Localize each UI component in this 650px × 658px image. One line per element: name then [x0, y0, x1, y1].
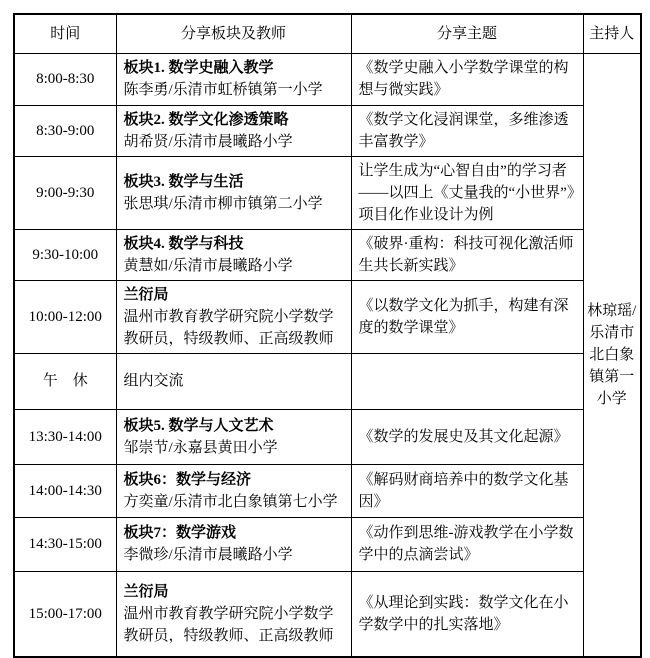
table-row [14, 517, 641, 571]
section-teacher-cell [116, 156, 351, 229]
table-row [14, 156, 641, 229]
section-teacher-cell [116, 409, 351, 464]
section-label: 板块4. 数学与科技 [123, 235, 244, 252]
time-cell: 9:00-9:30 [14, 156, 116, 229]
section-teacher-cell [116, 53, 351, 105]
section-teacher-cell [116, 105, 351, 156]
teacher-label: 组内交流 [123, 373, 184, 389]
table-row [14, 229, 641, 280]
table-row [14, 105, 641, 156]
section-teacher-cell [116, 517, 351, 571]
topic-cell: 《从理论到实践：数学文化在小学数学中的扎实落地》 [351, 571, 583, 657]
topic-cell: 《数学史融入小学数学课堂的构想与微实践》 [351, 53, 583, 105]
topic-cell: 《以数学文化为抓手，构建有深度的数学课堂》 [351, 280, 583, 353]
host-cell: 林琼瑶/乐清市北白象镇第一小学 [583, 53, 641, 657]
topic-cell [351, 353, 583, 409]
header-section-teacher: 分享板块及教师 [116, 14, 351, 53]
topic-cell: 《解码财商培养中的数学文化基因》 [351, 464, 583, 517]
topic-cell: 《数学文化浸润课堂，多维渗透丰富教学》 [351, 105, 583, 156]
time-cell: 8:00-8:30 [14, 53, 116, 105]
teacher-label: 方奕童/乐清市北白象镇第七小学 [123, 493, 338, 510]
time-cell: 8:30-9:00 [14, 105, 116, 156]
table-row [14, 464, 641, 517]
table-row [14, 53, 641, 105]
time-cell: 14:00-14:30 [14, 464, 116, 517]
time-cell: 午 休 [14, 353, 116, 409]
table-row [14, 409, 641, 464]
section-teacher-cell [116, 464, 351, 517]
table-row [14, 571, 641, 657]
time-cell: 9:30-10:00 [14, 229, 116, 280]
topic-cell: 《动作到思维-游戏教学在小学数学中的点滴尝试》 [351, 517, 583, 571]
teacher-label: 邹崇节/永嘉县黄田小学 [123, 439, 278, 456]
section-label: 板块3. 数学与生活 [123, 173, 244, 190]
teacher-label: 李微珍/乐清市晨曦路小学 [123, 547, 293, 563]
header-topic: 分享主题 [351, 14, 583, 53]
section-teacher-cell [116, 353, 351, 409]
teacher-label: 黄慧如/乐清市晨曦路小学 [123, 257, 293, 274]
section-label: 板块7：数学游戏 [123, 525, 237, 541]
topic-cell: 让学生成为“心智自由”的学习者——以四上《丈量我的“小世界”》项目化作业设计为例 [351, 156, 583, 229]
topic-cell: 《数学的发展史及其文化起源》 [351, 409, 583, 464]
header-row [14, 14, 641, 53]
section-label: 板块2. 数学文化渗透策略 [123, 111, 289, 128]
teacher-label: 张思琪/乐清市柳市镇第二小学 [123, 195, 323, 212]
header-time: 时间 [14, 14, 116, 53]
section-label: 兰衍局 [123, 286, 169, 303]
time-cell: 13:30-14:00 [14, 409, 116, 464]
section-label: 兰衍局 [123, 583, 169, 600]
time-cell: 10:00-12:00 [14, 280, 116, 353]
teacher-label: 温州市教育教学研究院小学数学教研员，特级教师、正高级教师 [123, 308, 334, 347]
section-teacher-cell [116, 280, 351, 353]
section-teacher-cell [116, 229, 351, 280]
section-label: 板块5. 数学与人文艺术 [123, 417, 274, 434]
table-row [14, 280, 641, 353]
topic-cell: 《破界·重构：科技可视化激活师生共长新实践》 [351, 229, 583, 280]
time-cell: 14:30-15:00 [14, 517, 116, 571]
section-teacher-cell [116, 571, 351, 657]
teacher-label: 胡希贤/乐清市晨曦路小学 [123, 133, 293, 150]
teacher-label: 陈李勇/乐清市虹桥镇第一小学 [123, 82, 323, 98]
teacher-label: 温州市教育教学研究院小学数学教研员，特级教师、正高级教师 [123, 605, 334, 644]
header-host: 主持人 [583, 14, 641, 53]
section-label: 板块6：数学与经济 [123, 471, 252, 488]
section-label: 板块1. 数学史融入教学 [123, 60, 274, 76]
table-row [14, 353, 641, 409]
time-cell: 15:00-17:00 [14, 571, 116, 657]
schedule-table [13, 13, 642, 658]
